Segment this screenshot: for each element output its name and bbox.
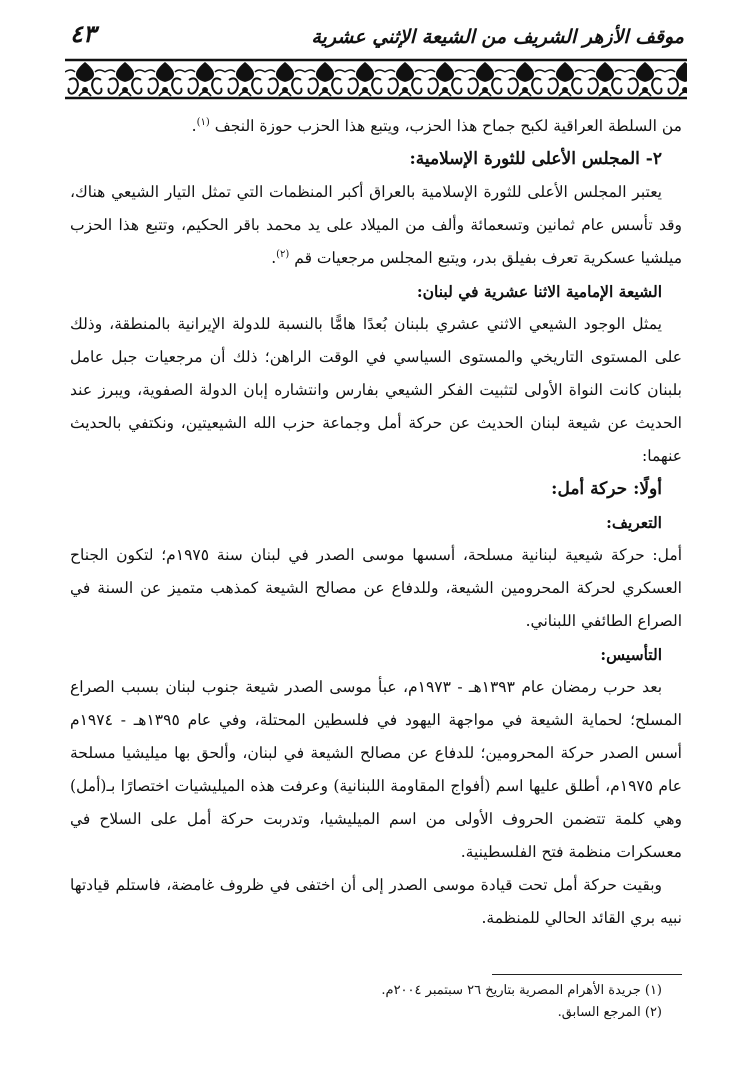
section-heading: الشيعة الإمامية الاثنا عشرية في لبنان: xyxy=(416,282,662,301)
ornamental-border xyxy=(65,52,687,102)
page-header xyxy=(70,16,684,48)
paragraph: بعد حرب رمضان عام ١٣٩٣هـ - ١٩٧٣م، عبأ موسى الصدر شيعة جنوب لبنان بسبب الصراع المسلح؛ لحماية الشيعة في مواجهة اليهود في فلسطين المحتلة، وفي عام ١٣٩٥هـ - ١٩٧٤م أسس الصدر حركة المحرومين؛ للدفاع عن مصالح الشيعة في لبنان، وألحق بها ميليشيا مسلحة عام ١٩٧٥م، أطلق عليها اسم (أفواج المقاومة اللبنانية) وعرفت هذه الميليشيات اختصارًا بـ(أمل) وهي كلمة تتضمن الحروف الأولى من اسم الميليشيا، وتدربت حركة أمل على السلاح في معسكرات منظمة فتح الفلسطينية. xyxy=(70,678,683,861)
section-heading: أولًا: حركة أمل: xyxy=(551,479,662,499)
footnote-separator xyxy=(492,974,682,975)
paragraph: يمثل الوجود الشيعي الاثني عشري بلبنان بُعدًا هامًّا بالنسبة للدولة الإيرانية بالمنطقة، وذلك على المستوى التاريخي والمستوى السياسي في الوقت الراهن؛ ذلك أن مرجعيات جبل عامل بلبنان كانت النواة الأولى لتثبيت الفكر الشيعي بفارس وانتشاره إبان الدولة الصفوية، ويبرز عند الحديث عن شيعة لبنان الحديث عن حركة أمل وجماعة حزب الله الشيعيتين، ونكتفي بالحديث عنهما: xyxy=(70,315,682,465)
subheading: التعريف: xyxy=(606,513,662,532)
paragraph: وبقيت حركة أمل تحت قيادة موسى الصدر إلى أن اختفى في ظروف غامضة، فاستلم قيادتها نبيه بري القائد الحالي للمنظمة. xyxy=(70,876,682,927)
main-text xyxy=(70,110,682,935)
subheading: التأسيس: xyxy=(600,645,662,664)
footnote: (٢) المرجع السابق. xyxy=(557,1005,662,1020)
paragraph: من السلطة العراقية لكبح جماح هذا الحزب، ويتبع هذا الحزب حوزة النجف $^{(١)}$. xyxy=(191,116,682,135)
footnote-ref: (١) xyxy=(196,116,210,128)
running-title: موقف الأزهر الشريف من الشيعة الإثني عشرية xyxy=(311,26,684,48)
footnote: (١) جريدة الأهرام المصرية بتاريخ ٢٦ سبتمبر ٢٠٠٤م. xyxy=(381,983,662,998)
paragraph: أمل: حركة شيعية لبنانية مسلحة، أسسها موسى الصدر في لبنان سنة ١٩٧٥م؛ لتكون الجناح العسكري لحركة المحرومين الشيعة، وللدفاع عن مصالح الشيعة كمذهب متميز عن السنة في الصراع الطائفي اللبناني. xyxy=(70,546,682,630)
footnotes xyxy=(70,980,662,1024)
section-heading: ٢- المجلس الأعلى للثورة الإسلامية: xyxy=(409,149,662,169)
footnote-ref: (٢) xyxy=(276,248,290,260)
paragraph: يعتبر المجلس الأعلى للثورة الإسلامية بالعراق أكبر المنظمات التي تمثل التيار الشيعي هناك، وقد تأسس عام ثمانين وتسعمائة وألف من الميلاد على يد محمد باقر الحكيم، وتتبع هذا الحزب ميلشيا عسكرية تعرف بفيلق بدر، ويتبع المجلس مرجعيات قم $^{(٢)}$. xyxy=(70,183,683,267)
page-number: ٤٣ xyxy=(70,19,96,48)
